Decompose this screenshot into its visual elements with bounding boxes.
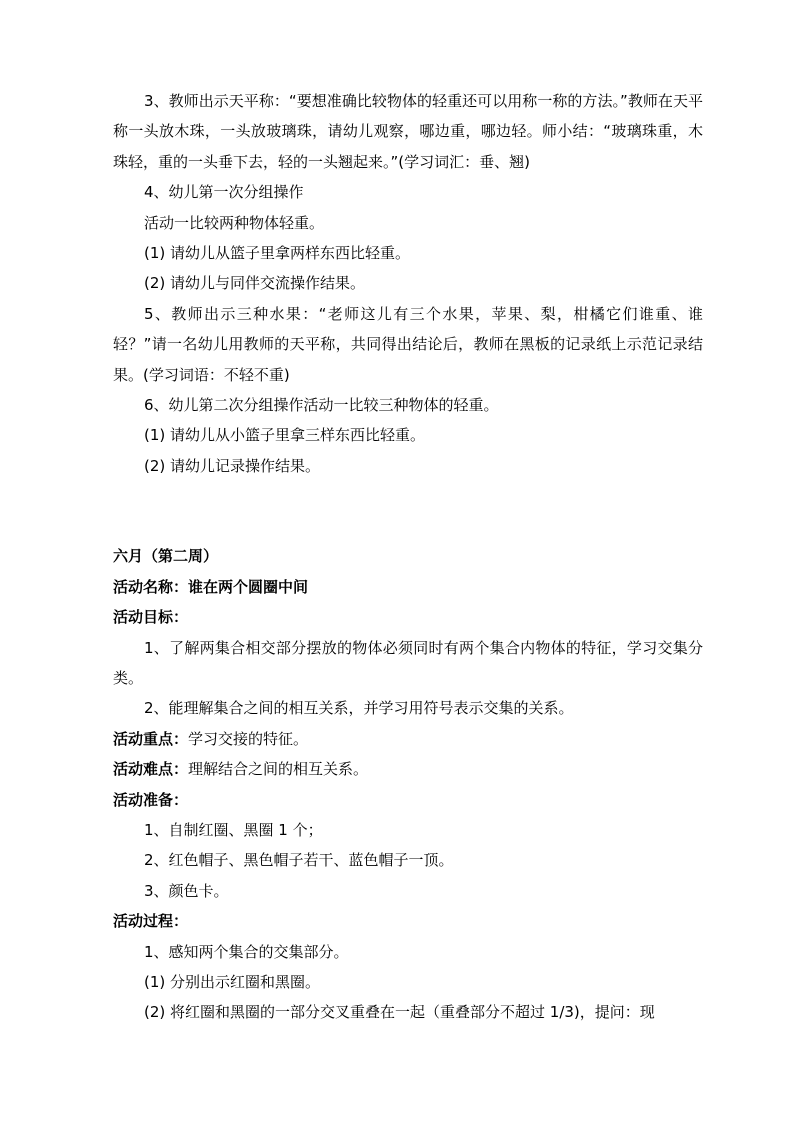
- paragraph-step3: 3、教师出示天平称：“要想准确比较物体的轻重还可以用称一称的方法。”教师在天平称一头放木珠，一头放玻璃珠，请幼儿观察，哪边重，哪边轻。师小结：“玻璃珠重，木珠轻，重的一头垂下去，轻的一头翘起来。”(学习词汇：垂、翘): [113, 92, 703, 171]
- activity-difficulty-value: 理解结合之间的相互关系。: [188, 760, 369, 779]
- prep-item-3: 3、颜色卡。: [144, 881, 229, 900]
- process-item-1-1: (1) 分别出示红圈和黑圈。: [144, 972, 321, 991]
- activity-prep-label: 活动准备：: [113, 790, 189, 809]
- paragraph-step6: 6、幼儿第二次分组操作活动一比较三种物体的轻重。: [144, 396, 499, 415]
- process-item-1-2: (2) 将红圈和黑圈的一部分交叉重叠在一起（重叠部分不超过 1/3)，提问：现: [144, 1003, 655, 1022]
- prep-item-2: 2、红色帽子、黑色帽子若干、蓝色帽子一顶。: [144, 851, 454, 870]
- paragraph-step4-activity: 活动一比较两种物体轻重。: [144, 213, 325, 232]
- prep-item-1: 1、自制红圈、黑圈 1 个；: [144, 820, 323, 839]
- process-item-1: 1、感知两个集合的交集部分。: [144, 942, 349, 961]
- goal-item-1: 1、了解两集合相交部分摆放的物体必须同时有两个集合内物体的特征，学习交集分类。: [113, 638, 703, 687]
- week-heading: 六月（第二周）: [113, 547, 219, 566]
- activity-name-label: 活动名称：: [113, 577, 189, 596]
- activity-key-label: 活动重点：: [113, 729, 189, 748]
- paragraph-step6-2: (2) 请幼儿记录操作结果。: [144, 456, 321, 475]
- activity-goal-label: 活动目标：: [113, 608, 189, 627]
- paragraph-step4-2: (2) 请幼儿与同伴交流操作结果。: [144, 274, 366, 293]
- activity-difficulty-label: 活动难点：: [113, 760, 189, 779]
- activity-key-value: 学习交接的特征。: [188, 729, 309, 748]
- activity-name-line: [113, 572, 703, 602]
- paragraph-step6-1: (1) 请幼儿从小篮子里拿三样东西比轻重。: [144, 426, 426, 445]
- paragraph-step4: 4、幼儿第一次分组操作: [144, 183, 304, 202]
- activity-difficulty-line: [113, 754, 703, 784]
- document-body: [113, 86, 703, 1028]
- paragraph-step4-1: (1) 请幼儿从篮子里拿两样东西比轻重。: [144, 244, 411, 263]
- paragraph-step5: 5、教师出示三种水果：“老师这儿有三个水果，苹果、梨，柑橘它们谁重、谁轻？”请一名幼儿用教师的天平称，共同得出结论后，教师在黑板的记录纸上示范记录结果。(学习词语：不轻不重): [113, 304, 703, 384]
- goal-item-2: 2、能理解集合之间的相互关系，并学习用符号表示交集的关系。: [144, 699, 574, 718]
- activity-process-label: 活动过程：: [113, 912, 189, 931]
- section-spacer: [113, 481, 703, 541]
- activity-name-value: 谁在两个圆圈中间: [188, 577, 309, 596]
- activity-key-line: [113, 724, 703, 754]
